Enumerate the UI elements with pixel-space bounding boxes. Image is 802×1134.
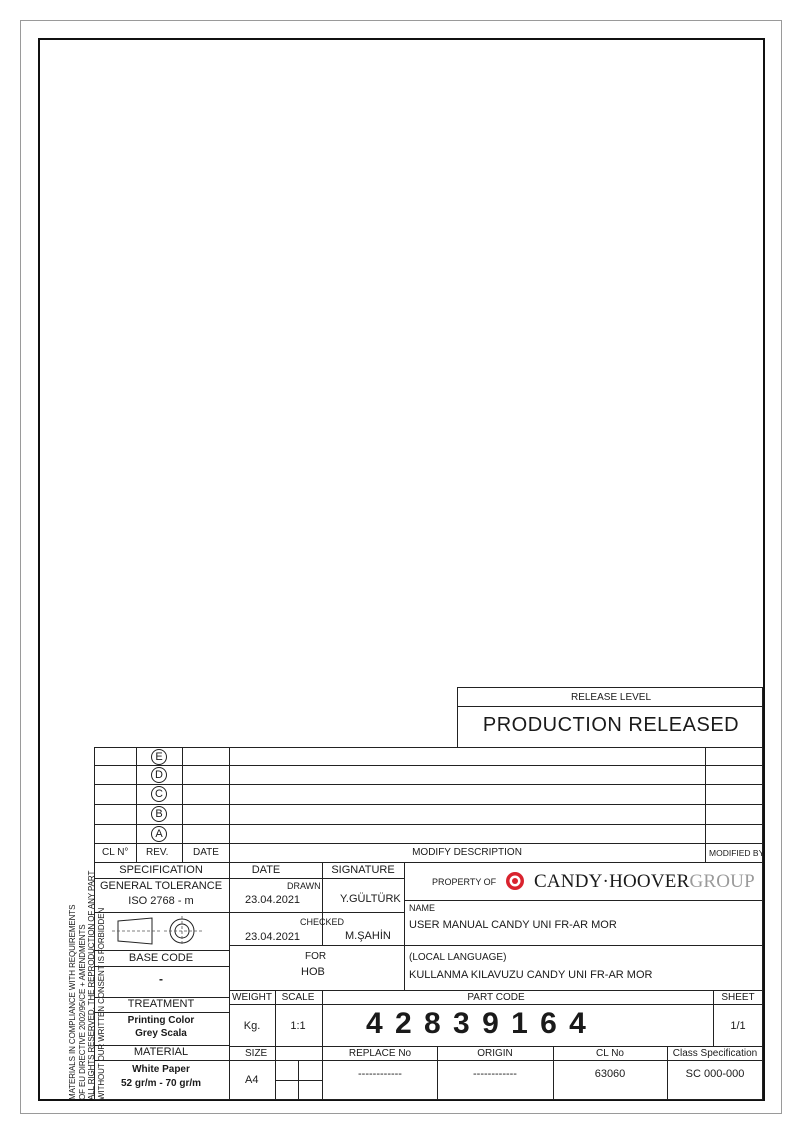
for-value: HOB — [301, 966, 325, 978]
legal-notice-line: MATERIALS IN COMPLIANCE WITH REQUIREMENTS — [68, 904, 77, 1100]
size-label: SIZE — [245, 1048, 268, 1059]
signature-header: SIGNATURE — [331, 864, 395, 876]
for-label: FOR — [305, 951, 327, 962]
name-label: NAME — [409, 903, 436, 913]
local-language-label: (LOCAL LANGUAGE) — [409, 952, 507, 963]
checked-date: 23.04.2021 — [245, 931, 301, 943]
company-name-group: GROUP — [689, 871, 755, 892]
base-code-value: - — [159, 972, 163, 986]
rev-header: REV. — [146, 847, 169, 858]
class-specification-value: SC 000-000 — [685, 1068, 745, 1080]
material-line2: 52 gr/m - 70 gr/m — [120, 1078, 202, 1089]
drawn-label: DRAWN — [287, 881, 321, 891]
legal-notice-line: OF EU DIRECTIVE 2002/95/CE + AMENDMENTS — [77, 924, 87, 1100]
part-code-label: PART CODE — [467, 992, 525, 1003]
checked-label: CHECKED — [300, 917, 345, 927]
scale-value: 1:1 — [290, 1020, 306, 1032]
modified-by-header: MODIFIED BY — [709, 848, 765, 858]
general-tolerance-label: GENERAL TOLERANCE — [99, 880, 223, 892]
weight-label: WEIGHT — [232, 992, 272, 1003]
origin-label: ORIGIN — [477, 1048, 513, 1059]
specification-label: SPECIFICATION — [119, 864, 203, 876]
release-level-label: RELEASE LEVEL — [570, 692, 652, 703]
material-line1: White Paper — [132, 1064, 190, 1075]
part-code-value: 4 2 8 3 9 1 6 4 — [366, 1007, 588, 1040]
replace-no-value: ------------ — [358, 1068, 402, 1080]
revision-e-marker: E — [151, 749, 167, 765]
material-label: MATERIAL — [133, 1046, 189, 1058]
modify-description-header: MODIFY DESCRIPTION — [412, 847, 522, 858]
property-of-label: PROPERTY OF — [432, 877, 497, 887]
class-specification-label: Class Specification — [672, 1048, 758, 1059]
part-name: USER MANUAL CANDY UNI FR-AR MOR — [409, 919, 617, 931]
release-level-box — [457, 687, 763, 748]
candy-hoover-logo-icon — [505, 871, 525, 891]
base-code-label: BASE CODE — [128, 952, 194, 964]
sheet-label: SHEET — [721, 992, 755, 1003]
checked-name: M.ŞAHİN — [345, 930, 391, 942]
date-header: DATE — [193, 847, 219, 858]
size-value: A4 — [245, 1074, 259, 1086]
iso-standard: ISO 2768 - m — [128, 895, 194, 907]
legal-notice-line: WITHOUT OUR WRITTEN CONSENT IS FORBIDDEN — [96, 907, 106, 1100]
weight-value: Kg. — [243, 1020, 261, 1032]
revision-b-marker: B — [151, 806, 167, 822]
revision-a-marker: A — [151, 826, 167, 842]
treatment-line2: Grey Scala — [135, 1028, 187, 1039]
treatment-label: TREATMENT — [127, 998, 195, 1010]
cl-no-value: 63060 — [594, 1068, 626, 1080]
company-name — [534, 872, 755, 891]
approval-date-header: DATE — [251, 864, 281, 876]
sheet-value: 1/1 — [730, 1020, 746, 1032]
origin-value: ------------ — [473, 1068, 517, 1080]
cl-no-label: CL No — [596, 1048, 624, 1059]
release-level-value: PRODUCTION RELEASED — [482, 714, 740, 736]
treatment-line1: Printing Color — [127, 1015, 195, 1026]
projection-symbol-icon — [112, 916, 212, 946]
legal-notice-line: ALL RIGHTS RESERVED, THE REPRODUCTION OF ANY PART — [87, 870, 96, 1100]
revision-c-marker: C — [151, 786, 167, 802]
drawn-date: 23.04.2021 — [245, 894, 301, 906]
revision-d-marker: D — [151, 767, 167, 783]
cl-no-header: CL N° — [102, 847, 129, 858]
replace-no-label: REPLACE No — [348, 1048, 412, 1059]
local-part-name: KULLANMA KILAVUZU CANDY UNI FR-AR MOR — [409, 969, 653, 981]
scale-label: SCALE — [281, 992, 315, 1003]
drawn-name: Y.GÜLTÜRK — [340, 893, 401, 905]
company-name-main: CANDY·HOOVER — [534, 871, 690, 892]
